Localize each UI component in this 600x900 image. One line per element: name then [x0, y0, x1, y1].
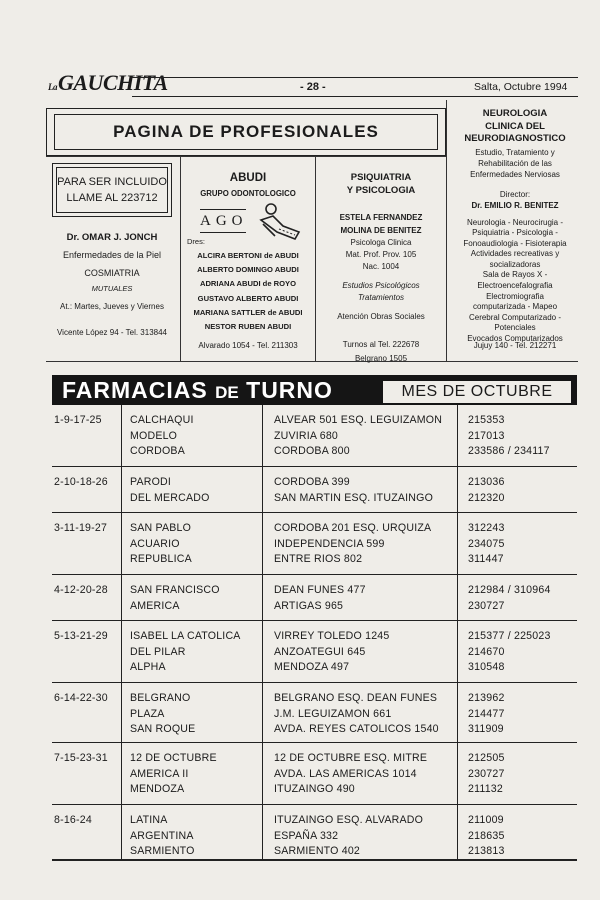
pharmacy-phone-line: 233586 / 234117	[468, 445, 550, 457]
farmacias-title-turno: TURNO	[246, 377, 333, 403]
pharmacy-name-line: CALCHAQUI	[130, 414, 194, 426]
doctor-item: NESTOR RUBEN ABUDI	[204, 322, 292, 332]
psiq-name1: ESTELA FERNANDEZ	[339, 213, 423, 222]
pharmacy-name-line: ARGENTINA	[130, 829, 194, 842]
tooth-figure-icon	[255, 202, 305, 242]
pharmacy-phone-line: 213036	[468, 476, 505, 488]
pharmacy-names	[130, 583, 220, 614]
farmacias-title-main: FARMACIAS	[62, 377, 208, 403]
turn-days	[54, 521, 107, 537]
psiq-title1: PSIQUIATRIA	[350, 172, 412, 183]
pharmacy-phone-line: 214670	[468, 645, 505, 658]
doctor-item: ALCIRA BERTONI de ABUDI	[197, 251, 299, 260]
pharmacy-name-line: CORDOBA	[130, 445, 185, 457]
pharmacy-phone-line: 234075	[468, 537, 505, 550]
pharmacy-names	[130, 475, 210, 506]
service-item: Cerebral Computarizado -	[468, 312, 562, 322]
pharmacy-phone-line: 217013	[468, 429, 505, 442]
pharmacy-addresse-line: AVDA. LAS AMERICAS 1014	[274, 767, 417, 780]
service-item: Potenciales	[494, 323, 536, 333]
pharmacy-phone-line: 230727	[468, 599, 505, 612]
psiq-address: Belgrano 1505	[354, 354, 408, 363]
farmacias-title	[62, 377, 333, 404]
pharmacy-name-line: 12 DE OCTUBRE	[130, 752, 217, 764]
pharmacy-name-line: SAN PABLO	[130, 522, 192, 534]
section-rule	[46, 156, 446, 157]
pharmacy-phone-line: 311909	[468, 723, 504, 735]
psiq-name2: MOLINA DE BENITEZ	[340, 226, 422, 235]
turn-days	[54, 413, 102, 429]
service-item: Electroencefalografia	[477, 281, 553, 291]
neuro-director-label: Director:	[499, 189, 531, 199]
pharmacy-name-line: ALPHA	[130, 661, 166, 673]
turn-day-line: 6-14-22-30	[54, 692, 108, 704]
pharmacy-addresse-line: ANZOATEGUI 645	[274, 645, 366, 658]
pharmacy-phone-line: 312243	[468, 522, 505, 534]
service-item: Psiquiatria - Psicologia -	[472, 228, 558, 238]
advertise-box	[52, 163, 172, 217]
header-rule-bottom	[132, 96, 578, 97]
schedule: At.: Martes, Jueves y Viernes	[60, 302, 164, 311]
pharmacy-name-line: MODELO	[130, 429, 178, 442]
turn-days	[54, 813, 92, 829]
abudi-subtitle: GRUPO ODONTOLOGICO	[200, 189, 296, 198]
pharmacy-names	[130, 413, 194, 460]
turn-days	[54, 583, 108, 599]
pharmacy-phone-line: 311447	[468, 553, 504, 565]
turn-day-line: 7-15-23-31	[54, 752, 108, 764]
pharmacy-addresses	[274, 413, 442, 460]
pharmacy-names	[130, 629, 241, 676]
pharmacy-phone-line: 212320	[468, 491, 505, 504]
pharmacy-addresse-line: ALVEAR 501 ESQ. LEGUIZAMON	[274, 414, 443, 426]
pharmacy-addresse-line: BELGRANO ESQ. DEAN FUNES	[274, 692, 438, 704]
pharmacy-addresse-line: J.M. LEGUIZAMON 661	[274, 707, 392, 720]
neuro-title2: CLINICA DEL	[485, 120, 545, 132]
neuro-sub2: Rehabilitación de las	[478, 158, 552, 168]
pharmacy-addresse-line: ARTIGAS 965	[274, 599, 344, 612]
doctor-item: ALBERTO DOMINGO ABUDI	[197, 265, 299, 275]
page-number: - 28 -	[300, 81, 326, 93]
turn-day-line: 3-11-19-27	[54, 522, 108, 534]
service-item: Electromiografia	[486, 291, 544, 301]
turn-day-line: 5-13-21-29	[54, 630, 108, 642]
psiq-studies1: Estudios Psicológicos	[342, 281, 420, 290]
pharmacy-phone-line: 215377 / 225023	[468, 630, 551, 642]
pharmacy-phones	[468, 629, 551, 676]
abudi-title: ABUDI	[229, 172, 267, 184]
neuro-services	[448, 218, 582, 345]
mutuales-label: MUTUALES	[91, 284, 133, 293]
pharmacy-addresse-line: VIRREY TOLEDO 1245	[274, 630, 390, 642]
table-bottom-rule	[52, 860, 577, 861]
turn-day-line: 4-12-20-28	[54, 584, 108, 596]
dermatologist-ad	[48, 231, 176, 339]
pharmacy-addresse-line: ITUZAINGO 490	[274, 783, 355, 795]
pharmacy-name-line: MENDOZA	[130, 783, 185, 795]
pharmacy-addresse-line: ITUZAINGO ESQ. ALVARADO	[274, 814, 424, 826]
pharmacy-phones	[468, 475, 505, 506]
pharmacy-addresse-line: ESPAÑA 332	[274, 829, 339, 842]
pharmacy-name-line: DEL PILAR	[130, 645, 186, 658]
pharmacy-phone-line: 212984 / 310964	[468, 584, 551, 596]
pharmacy-addresse-line: MENDOZA 497	[274, 661, 350, 673]
advertise-line2: LLAME AL 223712	[66, 192, 158, 204]
psiq-nac: Nac. 1004	[362, 262, 400, 271]
pharmacy-name-line: ISABEL LA CATOLICA	[130, 630, 241, 642]
pharmacy-name-line: ACUARIO	[130, 537, 180, 550]
section-rule	[46, 361, 578, 362]
pharmacy-phone-line: 214477	[468, 707, 505, 720]
doctor-name: Dr. OMAR J. JONCH	[66, 232, 158, 243]
column-divider	[446, 100, 447, 361]
pharmacy-phone-line: 211132	[468, 783, 503, 795]
pharmacy-phone-line: 213813	[468, 845, 505, 857]
abudi-doctors-list	[182, 249, 314, 334]
pharmacy-addresse-line: ENTRE RIOS 802	[274, 553, 363, 565]
pharmacy-addresse-line: CORDOBA 399	[274, 476, 350, 488]
doctor-item: MARIANA SATTLER de ABUDI	[193, 307, 303, 317]
pharmacy-addresses	[274, 751, 427, 798]
pharmacy-addresses	[274, 475, 433, 506]
table-row	[52, 621, 577, 683]
dres-label: Dres:	[187, 237, 205, 246]
pharmacy-phone-line: 310548	[468, 661, 505, 673]
pharmacy-names	[130, 751, 217, 798]
pharmacy-phone-line: 212505	[468, 752, 505, 764]
pharmacy-addresses	[274, 813, 423, 860]
table-row	[52, 405, 577, 467]
pharmacy-name-line: SAN ROQUE	[130, 723, 196, 735]
neuro-sub1: Estudio, Tratamiento y	[475, 147, 555, 157]
abudi-header	[182, 171, 314, 200]
pharmacy-addresse-line: CORDOBA 201 ESQ. URQUIZA	[274, 522, 432, 534]
neuro-title1: NEUROLOGIA	[482, 108, 548, 119]
pharmacy-names	[130, 521, 192, 568]
pharmacy-phone-line: 230727	[468, 767, 505, 780]
column-divider	[180, 156, 181, 361]
pharmacy-name-line: AMERICA	[130, 599, 180, 612]
pharmacy-name-line: REPUBLICA	[130, 553, 192, 565]
pharmacy-names	[130, 691, 195, 738]
service-item: Actividades recreativas y	[470, 249, 560, 259]
pharmacy-addresse-line: DEAN FUNES 477	[274, 584, 366, 596]
specialty: Enfermedades de la Piel	[62, 250, 162, 260]
pharmacy-phones	[468, 413, 550, 460]
turn-days	[54, 475, 108, 491]
pharmacy-name-line: LATINA	[130, 814, 168, 826]
psiq-turnos: Turnos al Tel. 222678	[342, 340, 420, 349]
table-row	[52, 743, 577, 805]
issue-date: Salta, Octubre 1994	[474, 81, 568, 93]
newspaper-logo	[48, 70, 168, 96]
pharmacy-name-line: SAN FRANCISCO	[130, 584, 220, 596]
ago-logo: AGO	[200, 209, 246, 233]
header-rule-top	[132, 77, 578, 78]
abudi-address: Alvarado 1054 - Tel. 211303	[198, 341, 298, 350]
turn-days	[54, 691, 108, 707]
neurologia-ad	[448, 108, 582, 345]
pharmacy-addresse-line: SARMIENTO 402	[274, 845, 361, 857]
specialty-cosmiatria: COSMIATRIA	[84, 268, 140, 278]
table-row	[52, 683, 577, 743]
pharmacy-addresse-line: SAN MARTIN ESQ. ITUZAINGO	[274, 491, 434, 504]
psiq-mat: Mat. Prof. Prov. 105	[345, 250, 417, 259]
pharmacy-phones	[468, 521, 505, 568]
neuro-address: Jujuy 140 - Tel. 212271	[473, 341, 557, 350]
service-item: Fonoaudiologia - Fisioterapia	[463, 238, 567, 248]
turn-day-line: 1-9-17-25	[54, 414, 102, 426]
neuro-title3: NEURODIAGNOSTICO	[464, 133, 566, 144]
pharmacy-addresse-line: INDEPENDENCIA 599	[274, 537, 385, 550]
advertise-line1: PARA SER INCLUIDO	[57, 176, 167, 188]
service-item: Evocados Computarizados	[467, 334, 563, 344]
table-row	[52, 513, 577, 575]
pharmacy-name-line: AMERICA II	[130, 767, 189, 780]
pharmacy-addresses	[274, 521, 431, 568]
psiq-studies2: Tratamientos	[357, 293, 405, 302]
pharmacy-phones	[468, 583, 551, 614]
pharmacy-name-line: BELGRANO	[130, 692, 191, 704]
turn-days	[54, 751, 108, 767]
psiq-role: Psicologa Clinica	[350, 238, 412, 247]
pharmacy-addresse-line: 12 DE OCTUBRE ESQ. MITRE	[274, 752, 428, 764]
address: Vicente López 94 - Tel. 313844	[56, 328, 167, 337]
psiq-title2: Y PSICOLOGIA	[346, 185, 416, 196]
pharmacy-addresses	[274, 629, 389, 676]
pharmacy-phones	[468, 813, 505, 860]
pharmacy-addresse-line: ZUVIRIA 680	[274, 429, 339, 442]
pharmacy-name-line: PARODI	[130, 476, 172, 488]
logo-text: GAUCHITA	[58, 70, 168, 95]
table-row	[52, 575, 577, 621]
turn-day-line: 8-16-24	[54, 814, 92, 826]
service-item: socializadoras	[489, 259, 541, 269]
neuro-director: Dr. EMILIO R. BENITEZ	[471, 200, 559, 210]
farmacias-title-de: DE	[215, 383, 239, 402]
profesionales-title: PAGINA DE PROFESIONALES	[54, 114, 438, 150]
pharmacy-phone-line: 218635	[468, 829, 505, 842]
doctor-item: GUSTAVO ALBERTO ABUDI	[197, 293, 299, 303]
doctor-item: ADRIANA ABUDI de ROYO	[199, 279, 297, 289]
service-item: Sala de Rayos X -	[482, 270, 548, 280]
month-label: MES DE OCTUBRE	[383, 381, 571, 403]
turn-day-line: 2-10-18-26	[54, 476, 108, 488]
neuro-sub3: Enfermedades Nerviosas	[470, 169, 560, 179]
pharmacy-phones	[468, 691, 505, 738]
pharmacy-addresse-line: AVDA. REYES CATOLICOS 1540	[274, 723, 439, 735]
service-item: computarizada - Mapeo	[472, 302, 558, 312]
turn-days	[54, 629, 108, 645]
service-item: Neurologia - Neurocirugia -	[466, 217, 564, 227]
pharmacy-names	[130, 813, 195, 860]
table-row	[52, 805, 577, 860]
pharmacy-addresses	[274, 583, 366, 614]
psiquiatria-ad	[316, 171, 446, 365]
table-row	[52, 467, 577, 513]
pharmacy-name-line: PLAZA	[130, 707, 165, 720]
logo-prefix: La	[48, 82, 57, 92]
psiq-obras: Atención Obras Sociales	[337, 312, 425, 321]
pharmacy-name-line: DEL MERCADO	[130, 491, 210, 504]
pharmacy-phone-line: 215353	[468, 414, 505, 426]
pharmacy-phone-line: 211009	[468, 814, 504, 826]
pharmacy-phone-line: 213962	[468, 692, 505, 704]
pharmacy-addresses	[274, 691, 439, 738]
pharmacy-name-line: SARMIENTO	[130, 845, 195, 857]
pharmacy-phones	[468, 751, 505, 798]
pharmacy-addresse-line: CORDOBA 800	[274, 445, 350, 457]
farmacias-table	[52, 405, 577, 860]
